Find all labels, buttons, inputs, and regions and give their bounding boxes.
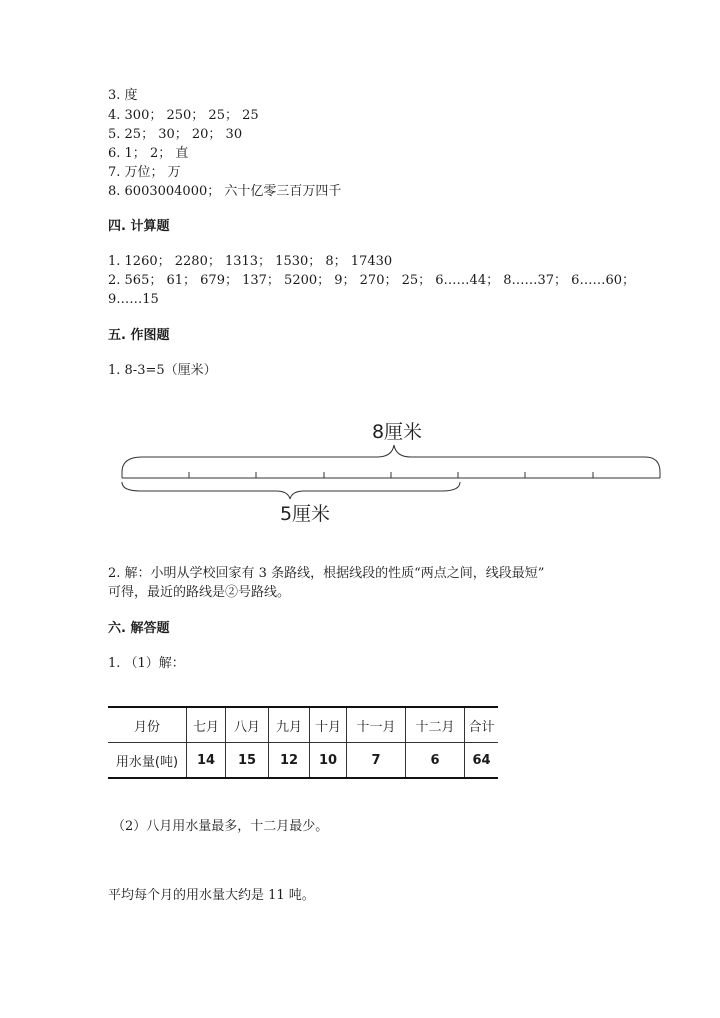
- base-line: [122, 472, 660, 478]
- drawing-answer-2-line1: 2. 解：小明从学校回家有 3 条路线，根据线段的性质“两点之间，线段最短”: [108, 566, 545, 581]
- top-brace: [122, 445, 660, 472]
- header-cell: 十月: [310, 707, 347, 743]
- answer-5: 5. 25； 30； 20； 30: [108, 127, 243, 142]
- average-statement: 平均每个月的用水量大约是 11 吨。: [108, 888, 315, 903]
- answer-4: 4. 300； 250； 25； 25: [108, 108, 259, 123]
- section4-heading: 四. 计算题: [108, 219, 170, 234]
- row-label-cell: 用水量(吨): [108, 743, 187, 779]
- diagram-top-label: 8厘米: [371, 421, 423, 443]
- calc-answer-2-cont: 9……15: [108, 292, 159, 307]
- value-cell: 6: [406, 743, 465, 779]
- answer-3: 3. 度: [108, 88, 138, 103]
- calc-answer-1: 1. 1260； 2280； 1313； 1530； 8； 17430: [108, 254, 393, 269]
- header-cell: 九月: [269, 707, 310, 743]
- header-cell: 月份: [108, 707, 187, 743]
- header-cell: 八月: [226, 707, 269, 743]
- value-cell: 7: [347, 743, 406, 779]
- header-cell: 十一月: [347, 707, 406, 743]
- drawing-answer-2-line2: 可得，最近的路线是②号路线。: [108, 585, 291, 600]
- section6-heading: 六. 解答题: [108, 621, 170, 636]
- calc-answer-2: 2. 565； 61； 679； 137； 5200； 9； 270； 25； 6……44； 8……37； 6……60；: [108, 273, 635, 288]
- value-cell: 10: [310, 743, 347, 779]
- value-cell: 12: [269, 743, 310, 779]
- drawing-answer-1: 1. 8-3=5（厘米）: [108, 363, 217, 378]
- table-row: [108, 743, 498, 779]
- value-cell: 64: [465, 743, 499, 779]
- solve-answer-1-part2: （2）八月用水量最多，十二月最少。: [112, 819, 329, 834]
- value-cell: 14: [187, 743, 226, 779]
- answer-7: 7. 万位； 万: [108, 165, 181, 180]
- header-cell: 合计: [465, 707, 499, 743]
- value-cell: 15: [226, 743, 269, 779]
- section5-heading: 五. 作图题: [108, 328, 170, 343]
- solve-answer-1: 1. （1）解：: [108, 656, 185, 671]
- bottom-brace: [122, 482, 460, 499]
- header-cell: 十二月: [406, 707, 465, 743]
- answer-8: 8. 6003004000； 六十亿零三百万四千: [108, 184, 342, 199]
- table-header-row: [108, 707, 498, 743]
- header-cell: 七月: [187, 707, 226, 743]
- diagram-bottom-label: 5厘米: [279, 503, 331, 525]
- water-usage-table: [108, 706, 498, 779]
- answer-6: 6. 1； 2； 直: [108, 146, 189, 161]
